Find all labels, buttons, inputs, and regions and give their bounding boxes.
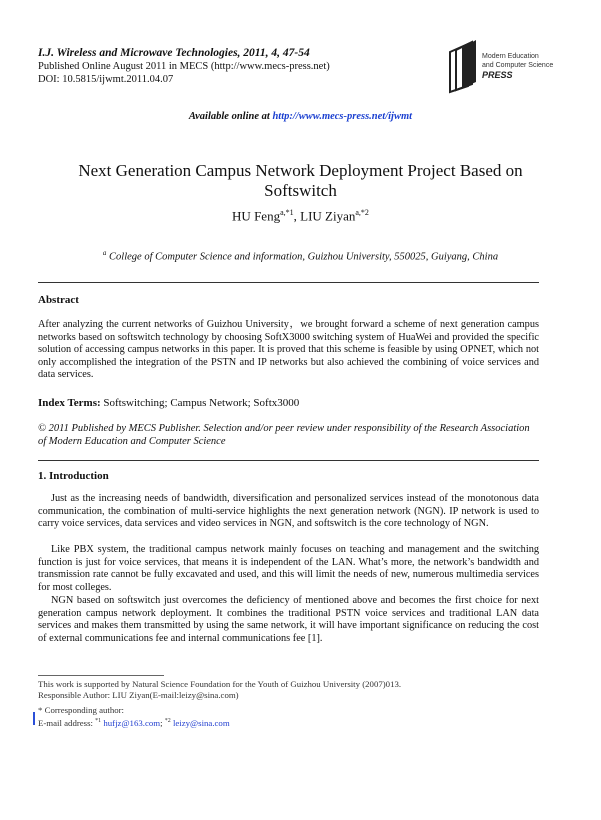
abstract-body: After analyzing the current networks of Guizhou University，we brought forward a scheme of next generation campus networks based on softswitch technology by choosing SoftX3000 switching system of HuaWei and provided the specific solution of accessing campus networks in this paper. It is proved that this scheme is feasible by using OPNET, which not only accomplished the integration of the PSTN and IP networks but also achieved the combining of voice services and data services.: [38, 319, 539, 381]
email-footnote: [38, 716, 230, 729]
index-terms: [38, 397, 299, 409]
email-separator: ;: [160, 717, 165, 728]
email-1-mark: *1: [95, 718, 102, 724]
funding-footnote: [38, 679, 401, 690]
affiliation-text: College of Computer Science and information, Guizhou University, 550025, Guiyang, China: [106, 251, 499, 263]
logo-line2: and Computer Science: [482, 62, 554, 69]
intro-paragraph-1: Just as the increasing needs of bandwidth, diversification and personalized services instead of the monotonous data communication, the combination of multi-service highlights the next generation network (NGN). IP network is used to carry voice services, data services and video services in NGN, and softswitch is the core technology of NGN.: [38, 493, 539, 530]
publication-info: Published Online August 2011 in MECS (http://www.mecs-press.net): [38, 61, 330, 72]
author-1: HU Feng: [232, 208, 281, 224]
email-1-link[interactable]: hufjz@163.com: [101, 717, 161, 728]
doi-line: DOI: 10.5815/ijwmt.2011.04.07: [38, 74, 174, 85]
divider-bottom: [38, 460, 539, 461]
available-online: [0, 111, 601, 122]
footnote-divider: [38, 675, 164, 676]
author-1-mark: a,*1: [280, 208, 294, 217]
email-2-link[interactable]: leizy@sina.com: [170, 717, 230, 728]
journal-url-link[interactable]: http://www.mecs-press.net/ijwmt: [272, 111, 413, 122]
mecs-press-logo: [446, 38, 558, 94]
available-prefix: Available online at: [188, 111, 273, 122]
copyright-notice: © 2011 Published by MECS Publisher. Selection and/or peer review under responsibility of the Research Association of Modern Education and Computer Science: [38, 423, 530, 447]
divider-top: [38, 282, 539, 283]
author-separator: ,: [293, 208, 301, 224]
paper-title: Next Generation Campus Network Deployment Project Based on Softswitch: [78, 161, 523, 200]
logo-line1: Modern Education: [482, 53, 539, 60]
abstract-heading: Abstract: [38, 294, 79, 306]
funding-prefix: This work is supported by: [38, 679, 133, 689]
index-terms-label: Index Terms:: [38, 397, 101, 409]
affiliation: [0, 249, 601, 263]
email-2-mark: *2: [164, 718, 171, 724]
corresponding-author: * Corresponding author:: [38, 705, 125, 715]
affiliation-mark: a: [102, 249, 107, 257]
index-terms-text: Softswitching; Campus Network; Softx3000: [100, 397, 300, 409]
author-line: [0, 208, 601, 224]
email-label: E-mail address:: [38, 717, 96, 728]
intro-paragraph-3: NGN based on softswitch just overcomes the deficiency of mentioned above and becomes the first choice for next generation campus network deployment. It combines the traditional PSTN voice services and traditional LAN data services and makes them transmitted by using the same network, it will have important significance on reducing the cost of external communications fee and internal communications fee [1].: [38, 595, 539, 644]
author-2-mark: a,*2: [355, 208, 369, 217]
logo-line3: PRESS: [482, 70, 513, 80]
change-bar: [33, 712, 35, 725]
author-2: LIU Ziyan: [300, 208, 356, 224]
responsible-author: Responsible Author: LIU Ziyan(E-mail:leizy@sina.com): [38, 690, 239, 700]
introduction-heading: 1. Introduction: [38, 470, 109, 482]
journal-citation: I.J. Wireless and Microwave Technologies, 2011, 4, 47-54: [38, 47, 310, 59]
funding-text: Natural Science Foundation for the Youth of Guizhou University (2007)013.: [132, 679, 402, 689]
intro-paragraph-2: Like PBX system, the traditional campus network mainly focuses on teaching and management and the switching function is just for voice services, that means it is independent of the LAN. What’s more, the network’s bandwidth and transmission rate cannot be fully excavated and used, and this will limit the needs of new, numerous multimedia services for most colleges.: [38, 544, 539, 593]
